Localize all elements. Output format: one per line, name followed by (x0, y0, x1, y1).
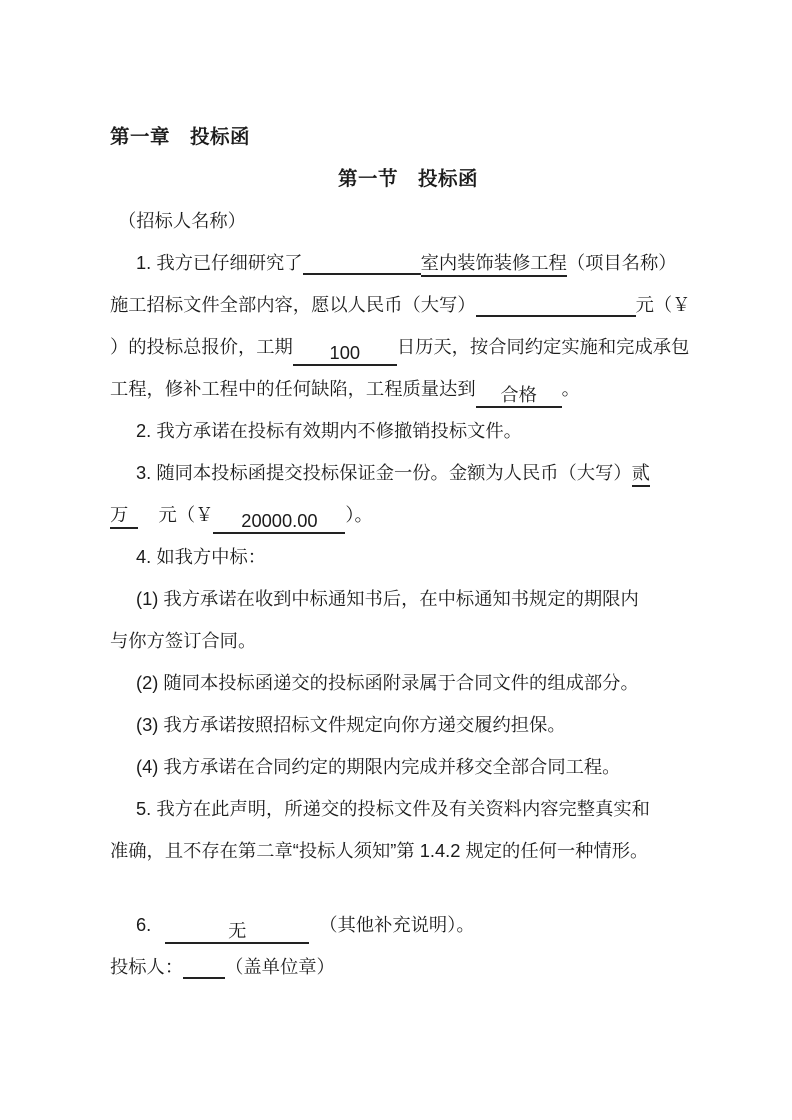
doc-line (110, 494, 706, 536)
text-run: 。 (561, 378, 580, 399)
underlined-text: 万 (110, 504, 138, 529)
blank-field: 无 (165, 918, 309, 944)
text-run: 元（￥ (635, 294, 691, 315)
text-run: ）的投标总报价，工期 (110, 336, 293, 357)
text-run: （其他补充说明）。 (319, 914, 475, 935)
blank-field: 20000.00 (213, 508, 345, 534)
doc-line (110, 946, 706, 988)
chapter-heading: 第一章 投标函 (110, 126, 251, 148)
doc-line (110, 410, 706, 452)
text-run: (2) 随同本投标函递交的投标函附录属于合同文件的组成部分。 (136, 672, 639, 693)
text-run: (4) 我方承诺在合同约定的期限内完成并移交全部合同工程。 (136, 756, 621, 777)
text-run: 3. 随同本投标函提交投标保证金一份。金额为人民币（大写） (136, 462, 632, 483)
text-run: ）。 (345, 504, 373, 525)
text-run: 准确，且不存在第二章“投标人须知”第 1.4.2 规定的任何一种情形。 (110, 840, 649, 861)
text-run: 2. 我方承诺在投标有效期内不修撤销投标文件。 (136, 420, 522, 441)
text-run: 5. 我方在此声明，所递交的投标文件及有关资料内容完整真实和 (136, 798, 650, 819)
doc-line (110, 904, 706, 946)
underlined-text: 室内装饰装修工程 (421, 252, 567, 277)
doc-line (110, 242, 706, 284)
doc-line (110, 368, 706, 410)
section-heading: 第一节 投标函 (337, 168, 478, 190)
text-run: (1) 我方承诺在收到中标通知书后，在中标通知书规定的期限内 (136, 588, 639, 609)
blank-field (183, 953, 225, 979)
underlined-text: 贰 (632, 462, 650, 487)
document-body (110, 200, 706, 988)
text-run: 日历天，按合同约定实施和完成承包 (396, 336, 690, 357)
text-run: 施工招标文件全部内容，愿以人民币（大写） (110, 294, 476, 315)
text-run: 6. (136, 914, 152, 935)
blank-field: 合格 (476, 382, 562, 408)
doc-line (110, 746, 706, 788)
doc-line (110, 704, 706, 746)
text-run: （招标人名称） (118, 210, 246, 231)
doc-line (110, 788, 706, 830)
text-run: 与你方签订合同。 (110, 630, 257, 651)
doc-line (110, 830, 706, 872)
blank-field: 100 (293, 340, 397, 366)
blank-field (476, 291, 636, 317)
doc-line (110, 662, 706, 704)
doc-line (110, 284, 706, 326)
doc-line (110, 578, 706, 620)
text-run: 1. 我方已仔细研究了 (136, 252, 303, 273)
doc-line (110, 620, 706, 662)
doc-line (110, 326, 706, 368)
text-run: （项目名称） (566, 252, 677, 273)
doc-line (110, 536, 706, 578)
doc-line (110, 200, 706, 242)
doc-line (110, 452, 706, 494)
text-run: 元（￥ (140, 504, 214, 525)
text-run: (3) 我方承诺按照招标文件规定向你方递交履约担保。 (136, 714, 566, 735)
blank-field (303, 249, 421, 275)
text-run: （盖单位章） (225, 956, 335, 977)
text-run: 工程，修补工程中的任何缺陷，工程质量达到 (110, 378, 476, 399)
text-run: 4. 如我方中标： (136, 546, 267, 567)
text-run: 投标人： (110, 956, 184, 977)
